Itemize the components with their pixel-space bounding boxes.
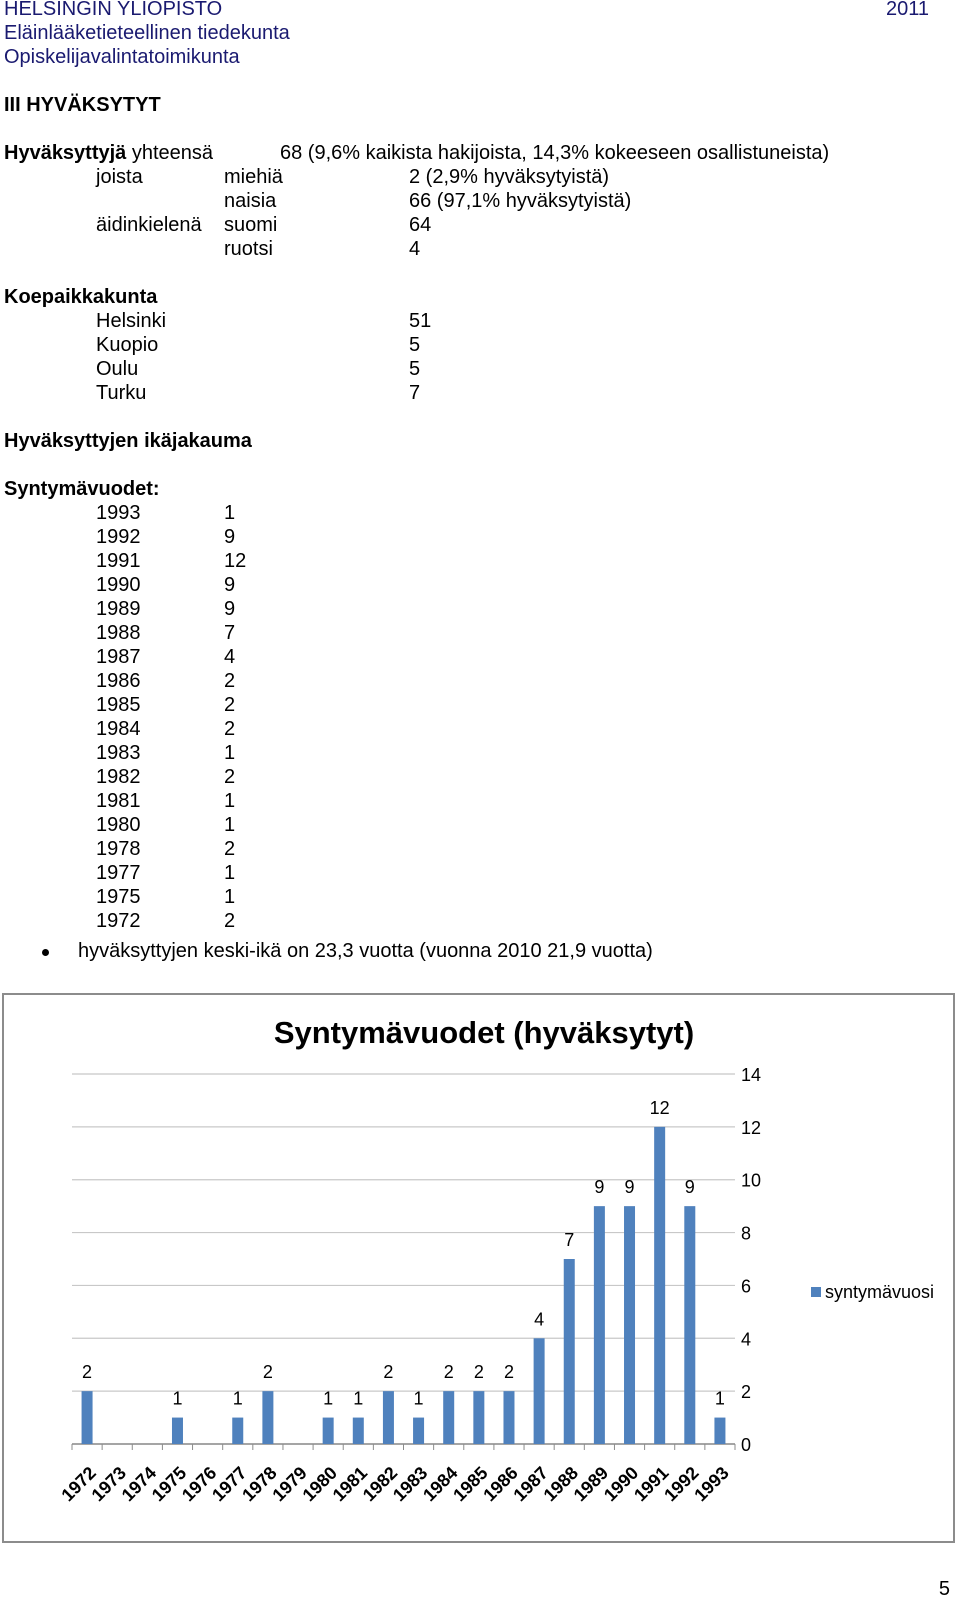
data-label: 2 — [473, 1362, 484, 1383]
women-label: naisia — [224, 190, 277, 212]
mother-tongue-label: äidinkielenä — [96, 214, 202, 236]
location-count: 5 — [409, 358, 421, 380]
exam-locations-title: Koepaikkakunta — [4, 286, 158, 308]
birth-years-chart — [2, 993, 955, 1543]
accepted-label-bold: Hyväksyttyjä — [4, 142, 127, 164]
birth-year: 1972 — [96, 910, 141, 932]
birth-year: 1983 — [96, 742, 141, 764]
x-tick-label: 1977 — [208, 1462, 251, 1506]
data-label: 1 — [413, 1388, 424, 1409]
bar — [503, 1391, 514, 1444]
x-tick-label: 1992 — [660, 1462, 703, 1506]
x-tick-label: 1973 — [87, 1462, 131, 1506]
data-label: 9 — [684, 1177, 695, 1198]
birth-year: 1993 — [96, 502, 141, 524]
data-label: 2 — [443, 1362, 454, 1383]
birth-year-count: 7 — [224, 622, 236, 644]
x-tick-label: 1976 — [177, 1462, 221, 1506]
chart-title: Syntymävuodet (hyväksytyt) — [273, 1015, 695, 1050]
data-label: 2 — [503, 1362, 514, 1383]
x-tick-label: 1978 — [238, 1462, 281, 1506]
chart-canvas — [4, 995, 957, 1545]
birth-year-count: 9 — [224, 598, 236, 620]
x-tick-label: 1988 — [539, 1462, 583, 1506]
birth-year-count: 9 — [224, 574, 236, 596]
men-label: miehiä — [224, 166, 283, 188]
average-age-note: hyväksyttyjen keski-ikä on 23,3 vuotta (vuonna 2010 21,9 vuotta) — [78, 940, 653, 962]
location-name: Oulu — [96, 358, 139, 380]
x-tick-label: 1979 — [268, 1462, 311, 1506]
bar — [534, 1338, 545, 1444]
birth-year: 1984 — [96, 718, 141, 740]
location-count: 5 — [409, 334, 421, 356]
university-name: HELSINGIN YLIOPISTO — [4, 0, 223, 20]
x-tick-label: 1972 — [57, 1462, 100, 1506]
of-which-label: joista — [96, 166, 143, 188]
faculty-name: Eläinlääketieteellinen tiedekunta — [4, 22, 290, 44]
bar — [654, 1127, 665, 1444]
women-value: 66 (97,1% hyväksytyistä) — [409, 190, 632, 212]
birth-year-count: 1 — [224, 742, 236, 764]
birth-year: 1977 — [96, 862, 141, 884]
x-tick-label: 1990 — [599, 1462, 643, 1506]
bar — [353, 1418, 364, 1444]
birth-year-count: 12 — [224, 550, 247, 572]
y-tick-label: 2 — [741, 1382, 752, 1403]
birth-year: 1989 — [96, 598, 141, 620]
data-label: 1 — [232, 1388, 243, 1409]
birth-year-count: 1 — [224, 814, 236, 836]
legend-label: syntymävuosi — [825, 1282, 935, 1302]
men-value: 2 (2,9% hyväksytyistä) — [409, 166, 610, 188]
birth-year-count: 2 — [224, 838, 236, 860]
x-tick-label: 1986 — [479, 1462, 522, 1506]
birth-year: 1982 — [96, 766, 141, 788]
birth-year-count: 2 — [224, 670, 236, 692]
finnish-label: suomi — [224, 214, 278, 236]
data-label: 2 — [262, 1362, 273, 1383]
bar — [82, 1391, 93, 1444]
data-label: 2 — [383, 1362, 394, 1383]
data-label: 12 — [649, 1097, 670, 1118]
age-distribution-title: Hyväksyttyjen ikäjakauma — [4, 430, 252, 452]
x-tick-label: 1981 — [328, 1462, 372, 1506]
location-name: Kuopio — [96, 334, 159, 356]
section-title: III HYVÄKSYTYT — [4, 94, 161, 116]
x-tick-label: 1984 — [419, 1462, 462, 1506]
birth-year-count: 9 — [224, 526, 236, 548]
birth-year: 1992 — [96, 526, 141, 548]
y-tick-label: 0 — [741, 1435, 752, 1455]
birth-year: 1985 — [96, 694, 141, 716]
x-tick-label: 1989 — [569, 1462, 613, 1506]
swedish-value: 4 — [409, 238, 421, 260]
accepted-total: 68 (9,6% kaikista hakijoista, 14,3% kokeeseen osallistuneista) — [280, 142, 830, 164]
birth-year: 1991 — [96, 550, 141, 572]
location-name: Helsinki — [96, 310, 167, 332]
birth-year-count: 1 — [224, 790, 236, 812]
data-label: 2 — [82, 1362, 93, 1383]
bar — [262, 1391, 273, 1444]
y-tick-label: 12 — [741, 1117, 762, 1138]
swedish-label: ruotsi — [224, 238, 273, 260]
birth-year: 1987 — [96, 646, 141, 668]
finnish-value: 64 — [409, 214, 432, 236]
bar — [443, 1391, 454, 1444]
bar — [473, 1391, 484, 1444]
x-tick-label: 1983 — [388, 1462, 432, 1506]
birth-year: 1978 — [96, 838, 141, 860]
bar — [624, 1206, 635, 1444]
location-count: 7 — [409, 382, 421, 404]
data-label: 4 — [534, 1309, 545, 1330]
y-tick-label: 8 — [741, 1223, 752, 1244]
y-tick-label: 14 — [741, 1065, 762, 1085]
location-count: 51 — [409, 310, 432, 332]
data-label: 1 — [323, 1388, 334, 1409]
birth-year: 1988 — [96, 622, 141, 644]
data-label: 7 — [564, 1230, 575, 1250]
committee-name: Opiskelijavalintatoimikunta — [4, 46, 240, 68]
y-tick-label: 6 — [741, 1276, 752, 1297]
bar — [172, 1418, 183, 1444]
x-tick-label: 1982 — [358, 1462, 402, 1506]
x-tick-label: 1974 — [117, 1462, 161, 1506]
birth-year-count: 1 — [224, 862, 236, 884]
x-tick-label: 1985 — [449, 1462, 492, 1506]
accepted-label — [4, 141, 213, 165]
bar — [413, 1418, 424, 1444]
x-tick-label: 1993 — [690, 1462, 733, 1506]
bar — [684, 1206, 695, 1444]
birth-year-count: 1 — [224, 502, 236, 524]
bar — [714, 1418, 725, 1444]
y-tick-label: 10 — [741, 1170, 762, 1191]
birth-year-count: 2 — [224, 910, 236, 932]
bullet-dot — [42, 949, 49, 956]
x-tick-label: 1980 — [298, 1462, 341, 1506]
bar — [383, 1391, 394, 1444]
accepted-label-rest: yhteensä — [131, 142, 214, 164]
document-year: 2011 — [886, 0, 930, 20]
x-tick-label: 1987 — [509, 1462, 552, 1506]
bar — [564, 1259, 575, 1444]
bar — [323, 1418, 334, 1444]
birth-year: 1981 — [96, 790, 141, 812]
birth-year-count: 2 — [224, 766, 236, 788]
data-label: 1 — [714, 1388, 725, 1409]
data-label: 9 — [624, 1177, 635, 1198]
birth-year-count: 2 — [224, 718, 236, 740]
birth-year: 1990 — [96, 574, 141, 596]
birth-year: 1980 — [96, 814, 141, 836]
data-label: 1 — [172, 1388, 183, 1409]
x-tick-label: 1975 — [147, 1462, 191, 1506]
bar — [232, 1418, 243, 1444]
birth-year-count: 1 — [224, 886, 236, 908]
data-label: 1 — [353, 1388, 364, 1409]
birth-year-count: 4 — [224, 646, 236, 668]
birth-year: 1986 — [96, 670, 141, 692]
location-name: Turku — [96, 382, 147, 404]
data-label: 9 — [594, 1177, 605, 1198]
x-tick-label: 1991 — [630, 1462, 673, 1506]
birth-year: 1975 — [96, 886, 141, 908]
y-tick-label: 4 — [741, 1329, 752, 1350]
bar — [594, 1206, 605, 1444]
page-number: 5 — [938, 1578, 950, 1600]
birth-years-title: Syntymävuodet: — [4, 478, 160, 500]
birth-year-count: 2 — [224, 694, 236, 716]
legend-swatch — [811, 1287, 821, 1297]
